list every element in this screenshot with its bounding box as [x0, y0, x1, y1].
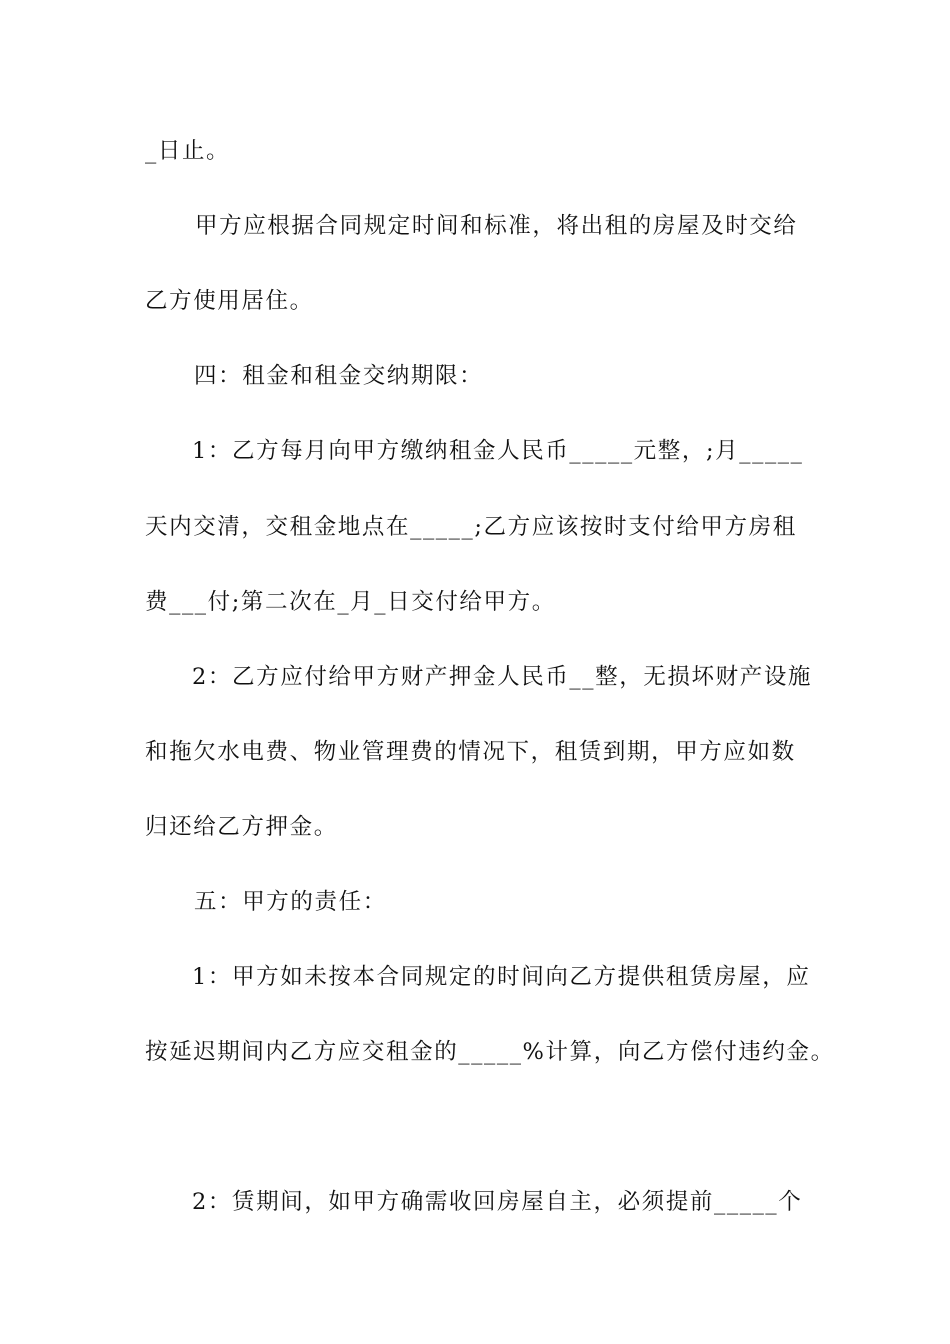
- text-line: 归还给乙方押金。: [145, 814, 338, 840]
- clause-line: 1：乙方每月向甲方缴纳租金人民币_____元整，;月_____: [192, 438, 804, 464]
- clause-line: 2：赁期间，如甲方确需收回房屋自主，必须提前_____个: [192, 1189, 803, 1215]
- clause-line: 1：甲方如未按本合同规定的时间向乙方提供租赁房屋，应: [192, 964, 811, 990]
- text-line: 费___付;第二次在_月_日交付给甲方。: [145, 589, 556, 615]
- text-line: _日止。: [145, 138, 231, 164]
- text-line: 按延迟期间内乙方应交租金的_____%计算，向乙方偿付违约金。: [145, 1039, 835, 1065]
- section-heading-rent: 四：租金和租金交纳期限：: [194, 363, 484, 389]
- text-line: 天内交清，交租金地点在_____;乙方应该按时支付给甲方房租: [145, 514, 797, 540]
- text-line: 乙方使用居住。: [145, 288, 314, 314]
- text-line: 和拖欠水电费、物业管理费的情况下，租赁到期，甲方应如数: [145, 739, 796, 765]
- section-heading-party-a: 五：甲方的责任：: [194, 889, 387, 915]
- clause-line: 2：乙方应付给甲方财产押金人民币__整，无损坏财产设施: [192, 664, 813, 690]
- paragraph-line: 甲方应根据合同规定时间和标准，将出租的房屋及时交给: [195, 213, 798, 239]
